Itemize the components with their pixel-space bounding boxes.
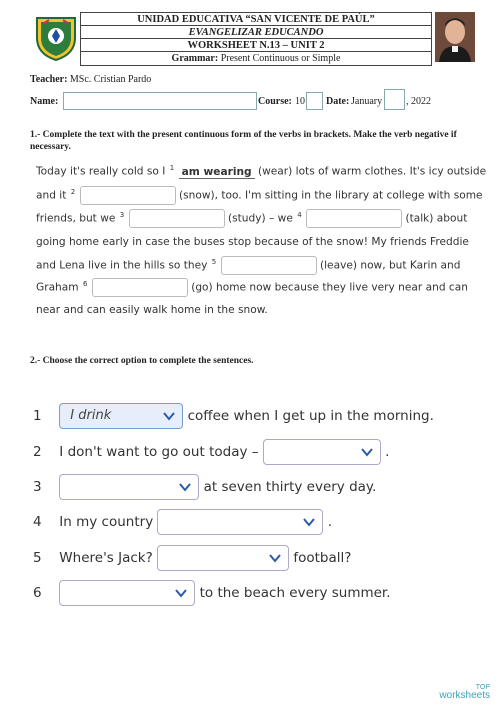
sentence-number: 5 [33, 550, 42, 566]
gap-2-input[interactable] [80, 186, 176, 205]
dropdown-3[interactable] [59, 474, 199, 500]
gap-6-input[interactable] [92, 278, 188, 297]
exercise-1-instruction: 1.- Complete the text with the present continuous form of the verbs in brackets. Make the verb negative if necessary. [30, 130, 457, 152]
dropdown-6[interactable] [59, 580, 195, 606]
gap-5-number: 5 [211, 257, 217, 266]
school-motto: EVANGELIZAR EDUCANDO [81, 26, 431, 39]
course-label: Course: [258, 96, 292, 107]
text-line-6 [36, 278, 468, 297]
date-label: Date: [326, 96, 350, 107]
school-crest-icon [33, 12, 79, 62]
line-1-before: Today it's really cold so I [36, 165, 166, 178]
grammar-line [81, 52, 431, 66]
chevron-down-icon [178, 481, 192, 493]
line-3-mid: (study) – we [227, 212, 293, 225]
text-line-5 [36, 256, 460, 275]
header-title-box [80, 12, 432, 66]
text-line-3 [36, 209, 467, 228]
text-line-4: going home early in case the buses stop because of the snow! My friends Freddie [36, 236, 469, 248]
name-label: Name: [30, 96, 59, 107]
line-1-after: (wear) lots of warm clothes. It's icy outside [257, 165, 487, 178]
sentence-number: 1 [33, 408, 42, 424]
sentence-row-1 [33, 403, 434, 429]
date-day-field[interactable] [384, 89, 405, 110]
sentence-row-3 [33, 474, 376, 500]
sentence-row-6 [33, 580, 391, 606]
sentence-row-5 [33, 545, 351, 571]
gap-1-answer[interactable]: am wearing [179, 166, 255, 179]
footer-bottom: worksheets [439, 690, 490, 701]
sentence-number: 2 [33, 444, 42, 460]
sentence-number: 6 [33, 585, 42, 601]
worksheet-header [28, 12, 475, 66]
gap-5-input[interactable] [221, 256, 317, 275]
text-line-2 [36, 186, 483, 205]
sentence-5-before: Where's Jack? [59, 550, 153, 566]
grammar-value: Present Continuous or Simple [220, 53, 341, 64]
date-prefix: January [351, 96, 383, 107]
line-5-before: and Lena live in the hills so they [36, 259, 208, 272]
teacher-label: Teacher: [30, 74, 68, 85]
school-name: UNIDAD EDUCATIVA “SAN VICENTE DE PAÚL” [81, 13, 431, 26]
chevron-down-icon [162, 410, 176, 422]
line-2-after: (snow), too. I'm sitting in the library at college with some [179, 189, 483, 202]
gap-2-number: 2 [70, 187, 76, 196]
course-prefix: 10 [295, 96, 305, 107]
sentence-4-before: In my country [59, 514, 154, 530]
year-suffix: , 2022 [406, 96, 431, 107]
sentence-2-before: I don't want to go out today – [59, 444, 259, 460]
teacher-name: MSc. Cristian Pardo [69, 74, 152, 85]
course-field[interactable] [306, 92, 323, 110]
sentence-6-after: to the beach every summer. [199, 585, 391, 601]
sentence-1-after: coffee when I get up in the morning. [187, 408, 434, 424]
chevron-down-icon [360, 446, 374, 458]
chevron-down-icon [268, 552, 282, 564]
line-5-after: (leave) now, but Karin and [319, 259, 461, 272]
gap-3-input[interactable] [129, 209, 225, 228]
dropdown-5[interactable] [157, 545, 289, 571]
dropdown-4[interactable] [157, 509, 323, 535]
chevron-down-icon [174, 587, 188, 599]
topworksheets-logo [439, 684, 490, 701]
text-line-7: near and can easily walk home in the snow. [36, 304, 268, 316]
line-2-before: and it [36, 189, 67, 202]
chevron-down-icon [302, 516, 316, 528]
gap-4-number: 4 [297, 210, 302, 219]
sentence-3-after: at seven thirty every day. [203, 479, 377, 495]
footer-top: TOP [475, 684, 490, 691]
gap-4-input[interactable] [306, 209, 402, 228]
dropdown-2[interactable] [263, 439, 381, 465]
line-3-after: (talk) about [405, 212, 468, 225]
exercise-2-instruction: 2.- Choose the correct option to complete the sentences. [30, 356, 254, 366]
name-field[interactable] [63, 92, 257, 110]
student-info-row [30, 92, 470, 110]
dropdown-1[interactable] [59, 403, 183, 429]
sentence-row-2 [33, 439, 389, 465]
sentence-number: 3 [33, 479, 42, 495]
sentence-5-after: football? [293, 550, 352, 566]
sentence-number: 4 [33, 514, 42, 530]
gap-6-number: 6 [82, 279, 88, 288]
saint-portrait-icon [435, 12, 475, 62]
gap-3-number: 3 [119, 210, 125, 219]
sentence-4-after: . [327, 514, 333, 530]
sentence-row-4 [33, 509, 332, 535]
line-3-before: friends, but we [36, 212, 116, 225]
line-6-before: Graham [36, 281, 79, 294]
line-6-after: (go) home now because they live very near and can [191, 281, 468, 294]
dropdown-1-value: I drink [70, 408, 112, 423]
worksheet-title: WORKSHEET N.13 – UNIT 2 [81, 39, 431, 52]
grammar-label: Grammar: [171, 53, 219, 64]
teacher-line [30, 74, 151, 85]
sentence-2-after: . [385, 444, 390, 460]
gap-1-number: 1 [169, 164, 175, 172]
text-line-1 [36, 164, 486, 179]
